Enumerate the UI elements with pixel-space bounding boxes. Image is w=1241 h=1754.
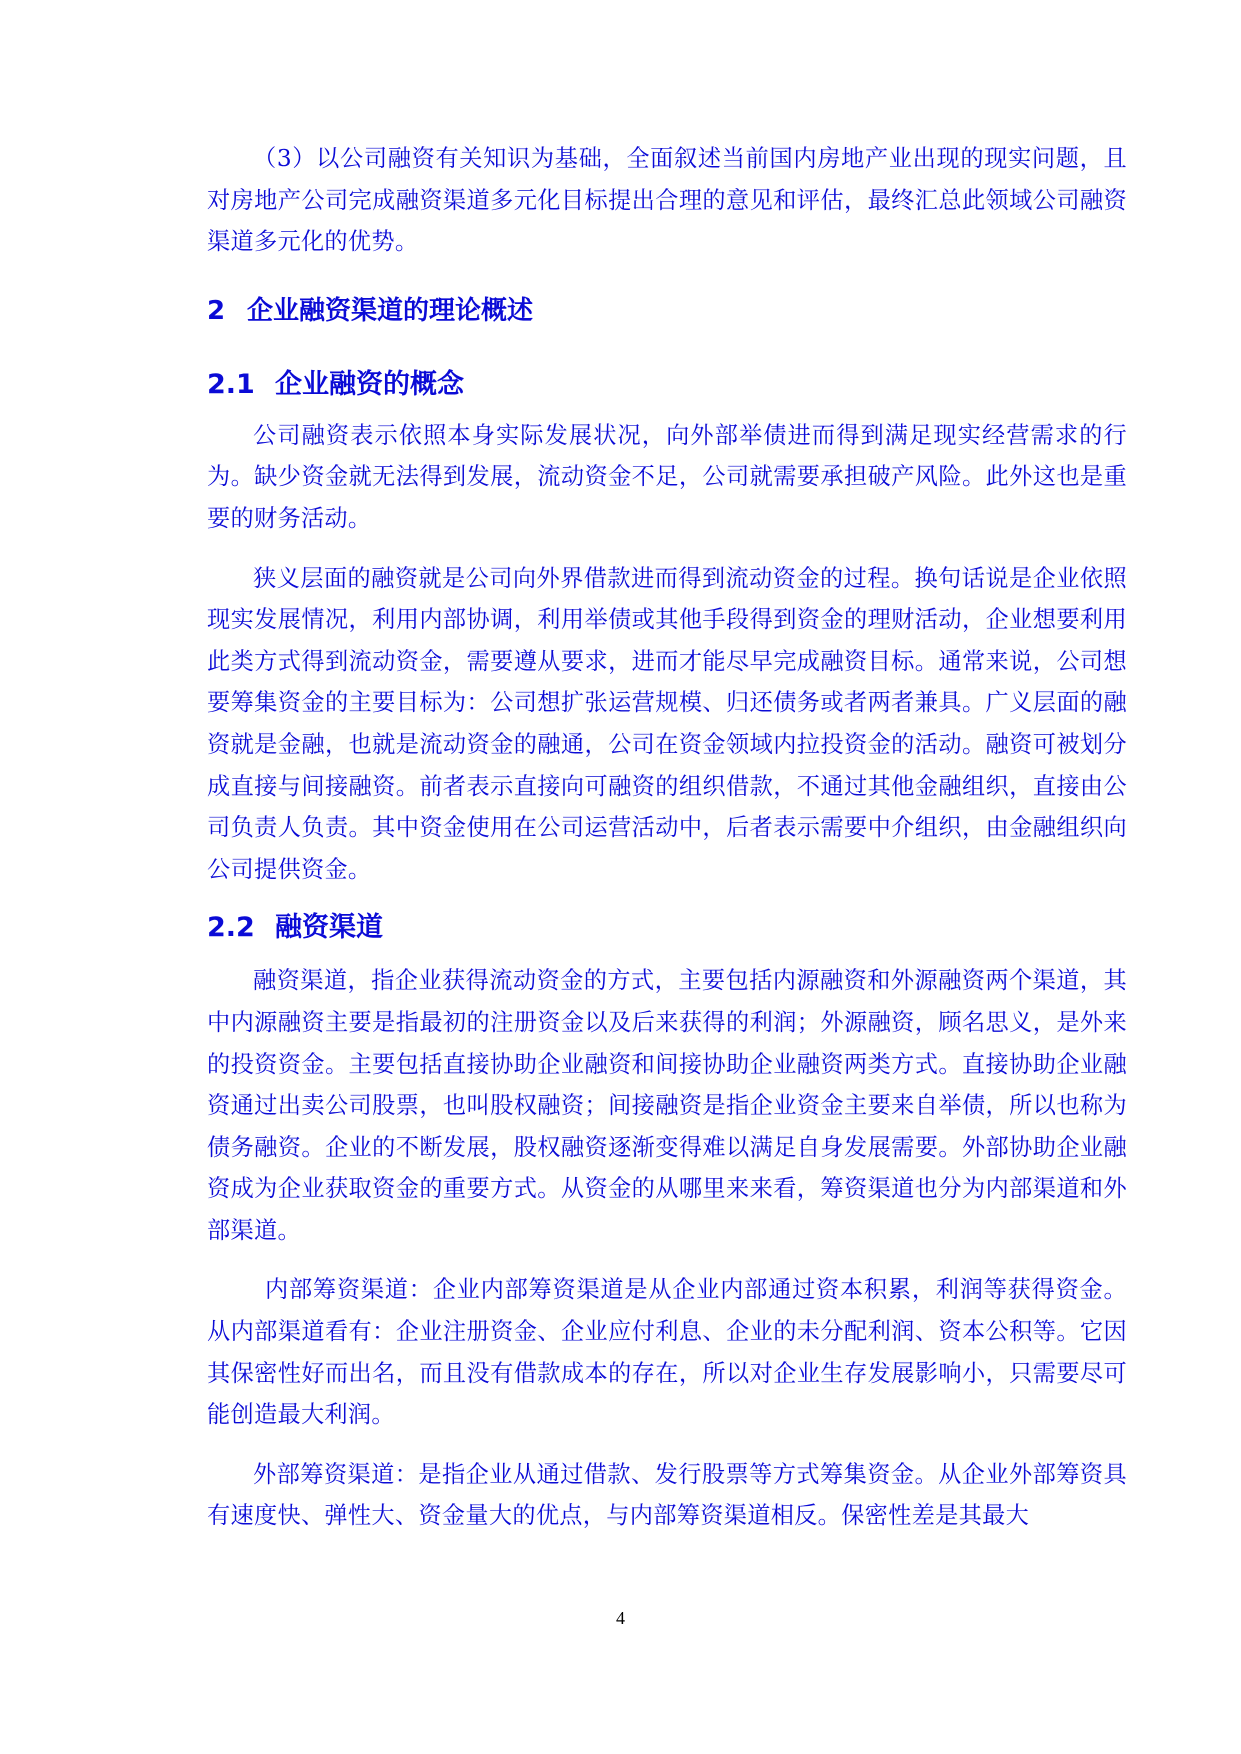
section-2-2-paragraph-1: 融资渠道，指企业获得流动资金的方式，主要包括内源融资和外源融资两个渠道，其中内源融资主要是指最初的注册资金以及后来获得的利润；外源融资，顾名思义，是外来的投资资金。主要包括直接协助企业融资和间接协助企业融资两类方式。直接协助企业融资通过出卖公司股票，也叫股权融资；间接融资是指企业资金主要来自举债，所以也称为债务融资。企业的不断发展，股权融资逐渐变得难以满足自身发展需要。外部协助企业融资成为企业获取资金的重要方式。从资金的从哪里来来看，筹资渠道也分为内部渠道和外部渠道。 [207,967,1127,1244]
section-2-1-title: 企业融资的概念 [275,368,464,400]
page-number: 4 [616,1608,625,1628]
page-content [207,138,1127,1555]
section-2-1-number: 2.1 [207,368,255,400]
section-2-1-paragraph-1: 公司融资表示依照本身实际发展状况，向外部举债进而得到满足现实经营需求的行为。缺少资金就无法得到发展，流动资金不足，公司就需要承担破产风险。此外这也是重要的财务活动。 [207,421,1127,532]
section-2-title: 企业融资渠道的理论概述 [247,295,534,326]
section-2-2-number: 2.2 [207,912,255,944]
section-2-1-heading [207,365,1127,405]
section-2-2-paragraph-3: 外部筹资渠道：是指企业从通过借款、发行股票等方式筹集资金。从企业外部筹资具有速度快、弹性大、资金量大的优点，与内部筹资渠道相反。保密性差是其最大 [207,1460,1127,1530]
section-2-2-paragraph-2: 内部筹资渠道：企业内部筹资渠道是从企业内部通过资本积累，利润等获得资金。从内部渠道看有：企业注册资金、企业应付利息、企业的未分配利润、资本公积等。它因其保密性好而出名，而且没有借款成本的存在，所以对企业生存发展影响小，只需要尽可能创造最大利润。 [207,1276,1127,1429]
section-2-2-heading [207,908,1127,948]
section-2-2-title: 融资渠道 [275,912,383,944]
intro-paragraph: （3）以公司融资有关知识为基础，全面叙述当前国内房地产业出现的现实问题，且对房地产公司完成融资渠道多元化目标提出合理的意见和评估，最终汇总此领域公司融资渠道多元化的优势。 [207,145,1127,256]
section-2-1-paragraph-2: 狭义层面的融资就是公司向外界借款进而得到流动资金的过程。换句话说是企业依照现实发展情况，利用内部协调，利用举债或其他手段得到资金的理财活动，企业想要利用此类方式得到流动资金，需要遵从要求，进而才能尽早完成融资目标。通常来说，公司想要筹集资金的主要目标为：公司想扩张运营规模、归还债务或者两者兼具。广义层面的融资就是金融，也就是流动资金的融通，公司在资金领域内拉投资金的活动。融资可被划分成直接与间接融资。前者表示直接向可融资的组织借款，不通过其他金融组织，直接由公司负责人负责。其中资金使用在公司运营活动中，后者表示需要中介组织，由金融组织向公司提供资金。 [207,564,1127,883]
section-2-number: 2 [207,295,226,326]
section-2-heading [207,291,1127,331]
